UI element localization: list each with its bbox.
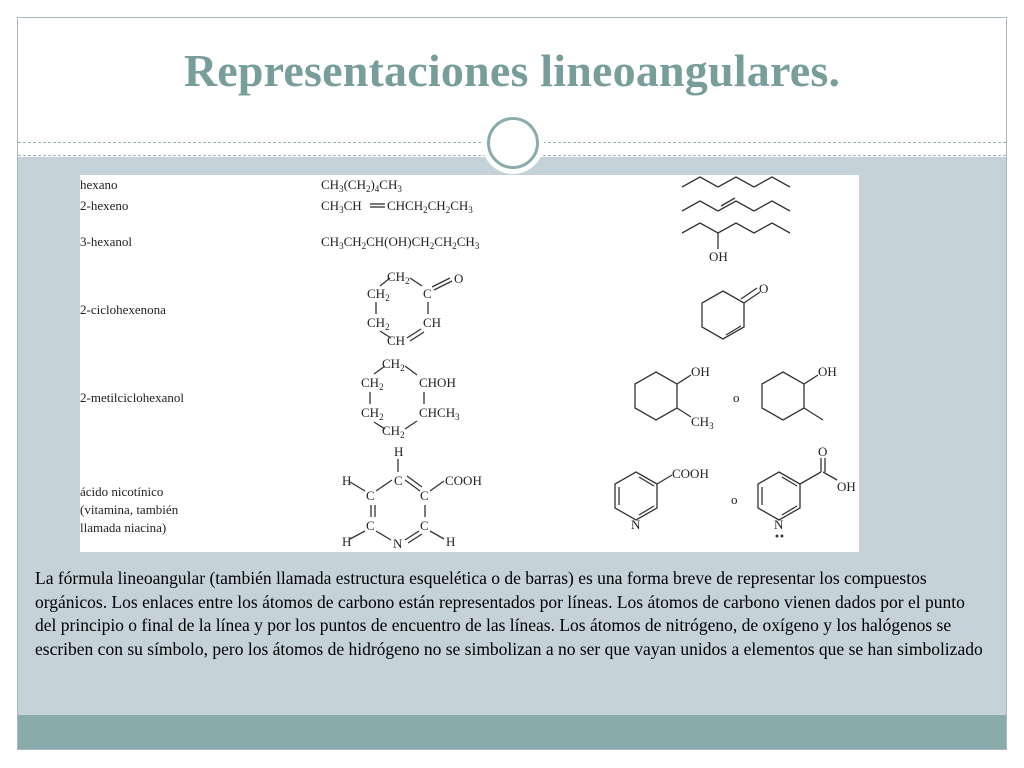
ring2-bond-b: [405, 366, 417, 375]
name-2-ciclohexenona: 2-ciclohexenona: [80, 302, 166, 317]
figure-svg: [80, 175, 859, 552]
name-3-hexanol: 3-hexanol: [80, 234, 132, 249]
skeletal-b-methyl: [804, 408, 823, 420]
nic-bond-9b: [408, 534, 422, 543]
skeletal-niacina-b-oh-bond: [823, 472, 837, 480]
nic-c-left: C: [366, 488, 375, 503]
skeletal-niacina-b-c1: [800, 472, 821, 484]
nic-c-bottom-left: C: [366, 518, 375, 533]
skeletal-2-ciclohexenona: [702, 291, 744, 339]
label-ch3-a: $CH_3$: [691, 414, 714, 431]
ring2-choh: CHOH: [419, 375, 456, 390]
nic-bond-3: [405, 480, 420, 491]
formula-2-hexeno-left: $CH_3CH$: [321, 198, 362, 215]
skeletal-niacina-a: [615, 472, 657, 520]
ring1-ch2-top: $CH_2$: [387, 269, 410, 286]
skeletal-co-1: [744, 292, 760, 303]
ring2-ch2-bottom: $CH_2$: [382, 423, 405, 440]
label-oh-hexanol: OH: [709, 249, 728, 264]
nic-bond-4: [430, 481, 444, 491]
name-2-metilciclohexanol: 2-metilciclohexanol: [80, 390, 184, 405]
skeletal-2-hexeno: [682, 201, 790, 211]
label-n-b: N: [774, 517, 784, 532]
ring2-ch2-left: $CH_2$: [361, 375, 384, 392]
skeletal-niacina-b: [758, 472, 800, 520]
skeletal-b-oh-bond: [804, 375, 818, 384]
nic-bond-3b: [407, 476, 422, 487]
nic-c-bottom-right: C: [420, 518, 429, 533]
label-o-enone: O: [759, 281, 769, 296]
ring1-bond-co-1: [432, 278, 450, 287]
label-or-1: o: [733, 390, 740, 405]
slide-title: Representaciones lineoangulares.: [183, 45, 841, 96]
ring2-ch2-bottom-left: $CH_2$: [361, 405, 384, 422]
skeletal-hexano: [682, 177, 790, 187]
ring1-c: C: [423, 286, 432, 301]
ring1-o: O: [454, 271, 464, 286]
nic-h-top: H: [394, 444, 404, 459]
label-n-a: N: [631, 517, 641, 532]
ring1-bond-f2: [410, 332, 424, 341]
name-niacina: llamada niacina): [80, 520, 167, 535]
formula-hexano: $CH_3(CH_2)_4CH_3$: [321, 177, 402, 194]
label-or-2: o: [731, 492, 738, 507]
lone-pair-dot-1: [776, 535, 778, 537]
nic-bond-8: [376, 531, 391, 540]
ring1-ch-right: CH: [423, 315, 442, 330]
nic-bond-10: [430, 531, 444, 539]
name-acido-nicotinico: ácido nicotínico: [80, 484, 164, 499]
nic-h-left: H: [342, 473, 352, 488]
skeletal-a-ch3-bond: [677, 408, 691, 417]
label-oh-a: OH: [691, 364, 710, 379]
name-2-hexeno: 2-hexeno: [80, 198, 129, 213]
skeletal-co-2: [741, 288, 757, 299]
circle-ornament-icon: [482, 112, 544, 174]
ring1-ch2-bottom-left: $CH_2$: [367, 315, 390, 332]
footer-bar: [18, 715, 1006, 749]
skeletal-2-metilciclohexanol-a: [635, 372, 677, 420]
name-hexano: hexano: [80, 177, 118, 192]
lone-pair-dot-2: [781, 535, 783, 537]
formula-2-hexeno-right: $CHCH_2CH_2CH_3$: [387, 198, 473, 215]
name-vitamina: (vitamina, también: [80, 502, 179, 517]
nic-c-right: C: [420, 488, 429, 503]
nic-h-bottom-left: H: [342, 534, 352, 549]
nic-bond-2: [376, 480, 392, 491]
body-paragraph: La fórmula lineoangular (también llamada estructura esquelética o de barras) es una forma breve de representar los compuestos orgánicos. Los enlaces entre los átomos de carbono están representados por líneas. Los átomos de carbono vienen dados por el punto del principio o final de la línea y por los puntos de encuentro de las líneas. Los átomos de nitrógeno, de oxígeno y los halógenos se escriben con su símbolo, pero los átomos de hidrógeno no se simbolizan a no ser que vayan unidos a elementos que se han simbolizado: [35, 568, 983, 660]
ring2-chch3: $CHCH_3$: [419, 405, 460, 422]
chemistry-figure: [80, 175, 859, 552]
ring1-bond-f: [407, 329, 421, 338]
nic-bond-9: [405, 531, 419, 540]
ring1-bond-b: [410, 278, 422, 286]
label-cooh-a: COOH: [672, 466, 709, 481]
label-oh-b: OH: [818, 364, 837, 379]
nic-bond-7: [350, 531, 365, 539]
label-oh-b2: OH: [837, 479, 856, 494]
nic-n: N: [393, 536, 403, 551]
skeletal-3-hexanol: [682, 223, 790, 233]
formula-3-hexanol: $CH_3CH_2CH(OH)CH_2CH_2CH_3$: [321, 234, 480, 251]
ring1-ch2-left: $CH_2$: [367, 286, 390, 303]
nic-cooh: COOH: [445, 473, 482, 488]
skeletal-a-oh-bond: [677, 375, 691, 384]
nic-c-top: C: [394, 473, 403, 488]
nic-h-bottom-right: H: [446, 534, 456, 549]
label-o-b: O: [818, 444, 828, 459]
nic-bond-1: [350, 482, 365, 491]
ring2-bond-f: [405, 421, 417, 429]
ring1-bond-co-2: [434, 281, 452, 290]
skeletal-2-metilciclohexanol-b: [762, 372, 804, 420]
ring1-ch-bottom: CH: [387, 333, 406, 348]
skeletal-niacina-a-cooh-bond: [657, 475, 672, 484]
ring2-ch2-top: $CH_2$: [382, 356, 405, 373]
